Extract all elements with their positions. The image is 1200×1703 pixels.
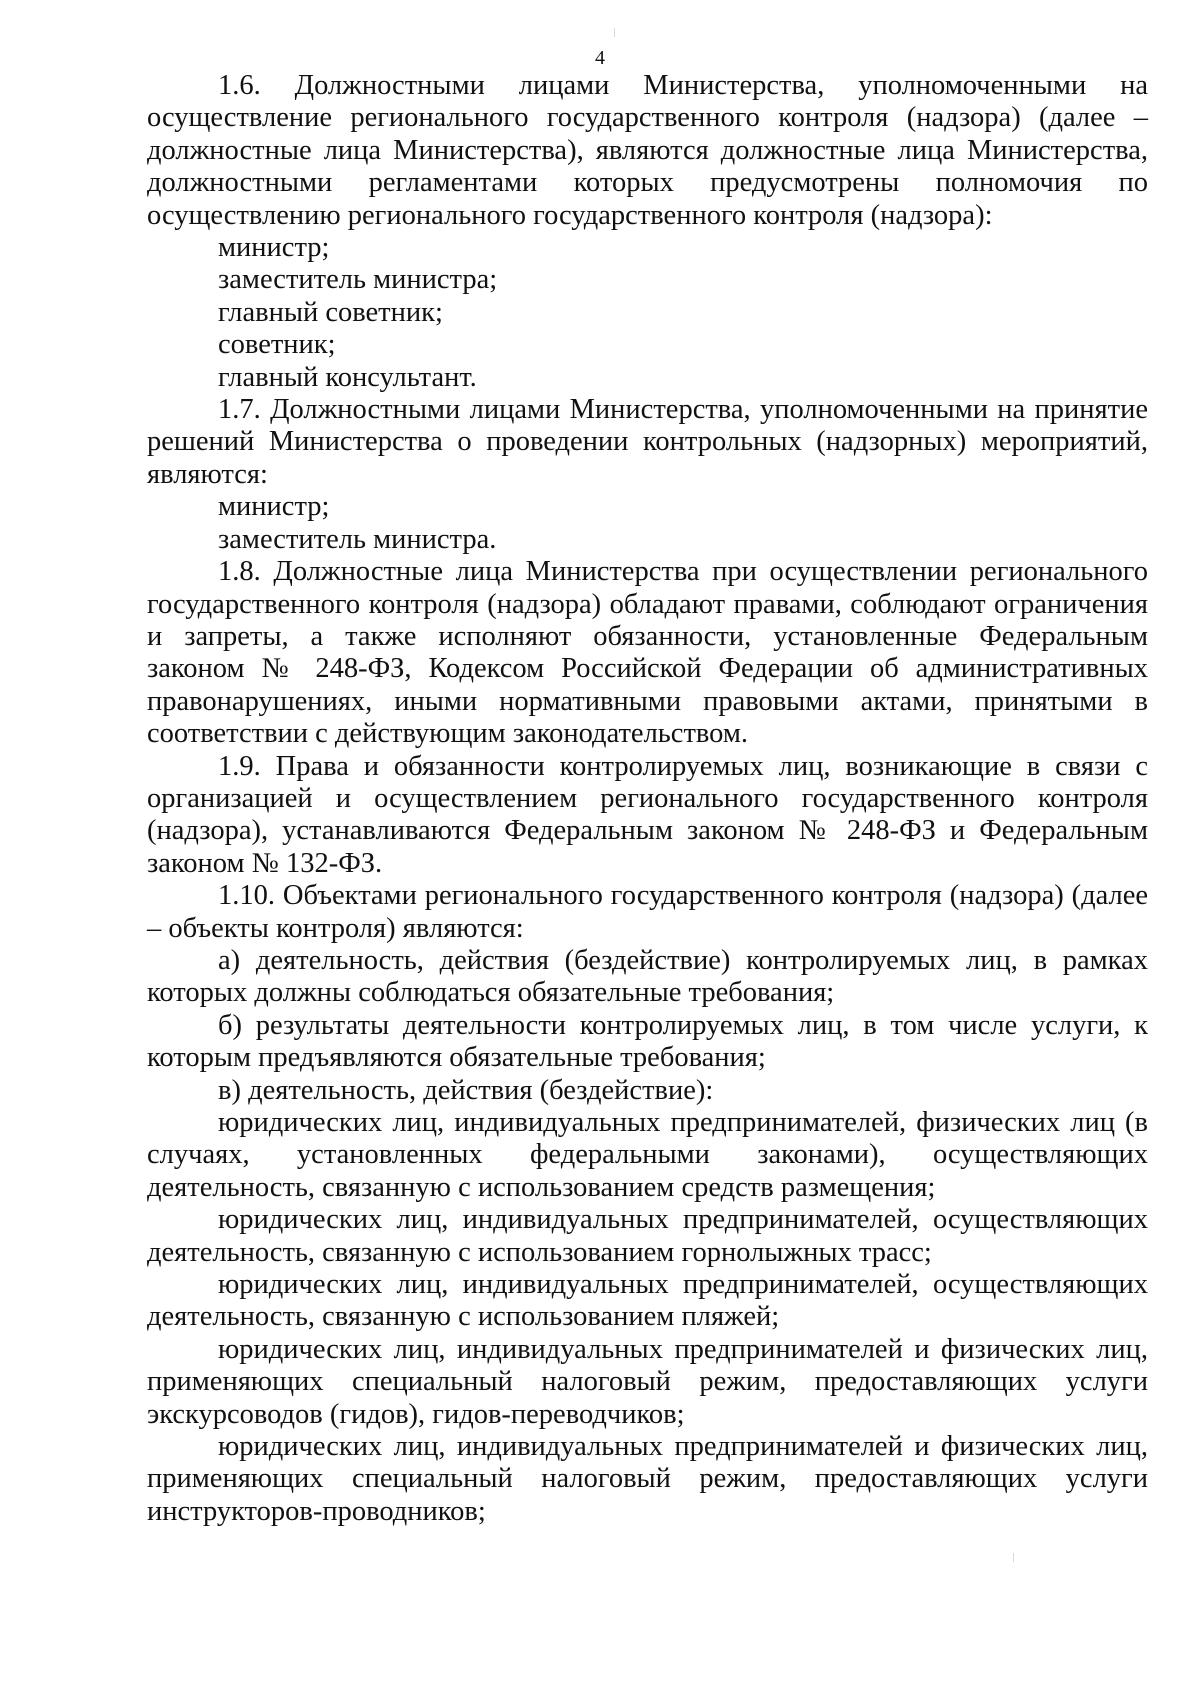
list-item-deputy-minister: заместитель министра; bbox=[218, 264, 498, 296]
list-item-chief-advisor: главный советник; bbox=[218, 296, 443, 328]
scan-artifact-top bbox=[614, 28, 615, 37]
paragraph-1-9: 1.9. Права и обязанности контролируемых лиц, возникающие в связи с организацией и осуществлением регионального государственного контроля (надзора), устанавливаются Федеральным законом № 248-ФЗ и Федеральным законом № 132-ФЗ. bbox=[147, 750, 1148, 879]
document-body bbox=[147, 70, 1148, 1528]
scan-artifact-bottom bbox=[1013, 1553, 1014, 1562]
paragraph-ski-slopes: юридических лиц, индивидуальных предпринимателей, осуществляющих деятельность, связанную с использованием горнолыжных трасс; bbox=[147, 1204, 1148, 1268]
paragraph-1-10: 1.10. Объектами регионального государственного контроля (надзора) (далее – объекты контроля) являются: bbox=[147, 880, 1148, 944]
paragraph-1-6: 1.6. Должностными лицами Министерства, уполномоченными на осуществление регионального государственного контроля (надзора) (далее – должностные лица Министерства), являются должностные лица Министерства, должностными регламентами которых предусмотрены полномочия по осуществлению регионального государственного контроля (надзора): bbox=[147, 70, 1148, 231]
page-number: 4 bbox=[595, 47, 605, 69]
paragraph-1-8: 1.8. Должностные лица Министерства при осуществлении регионального государственного контроля (надзора) обладают правами, соблюдают ограничения и запреты, а также исполняют обязанности, установленные Федеральным законом № 248-ФЗ, Кодексом Российской Федерации об административных правонарушениях, иными нормативными правовыми актами, принятыми в соответствии с действующим законодательством. bbox=[147, 556, 1148, 750]
paragraph-beaches: юридических лиц, индивидуальных предпринимателей, осуществляющих деятельность, связанную с использованием пляжей; bbox=[147, 1269, 1148, 1333]
list-item-advisor: советник; bbox=[218, 329, 336, 361]
list-item-chief-consultant: главный консультант. bbox=[218, 361, 477, 393]
paragraph-item-a: а) деятельность, действия (бездействие) контролируемых лиц, в рамках которых должны соблюдаться обязательные требования; bbox=[147, 944, 1148, 1009]
list-item-minister-2: министр; bbox=[218, 491, 330, 523]
list-item-minister: министр; bbox=[218, 232, 330, 264]
paragraph-item-v: в) деятельность, действия (бездействие): bbox=[218, 1074, 714, 1106]
paragraph-item-b: б) результаты деятельности контролируемых лиц, в том числе услуги, к которым предъявляются обязательные требования; bbox=[147, 1009, 1148, 1074]
paragraph-guides: юридических лиц, индивидуальных предпринимателей и физических лиц, применяющих специальный налоговый режим, предоставляющих услуги экскурсоводов (гидов), гидов-переводчиков; bbox=[147, 1333, 1148, 1430]
paragraph-1-7: 1.7. Должностными лицами Министерства, уполномоченными на принятие решений Министерства о проведении контрольных (надзорных) мероприятий, являются: bbox=[147, 394, 1148, 490]
paragraph-instructors: юридических лиц, индивидуальных предпринимателей и физических лиц, применяющих специальный налоговый режим, предоставляющих услуги инструкторов-проводников; bbox=[147, 1431, 1148, 1527]
list-item-deputy-minister-2: заместитель министра. bbox=[218, 523, 497, 555]
paragraph-accommodation: юридических лиц, индивидуальных предпринимателей, физических лиц (в случаях, установленных федеральными законами), осуществляющих деятельность, связанную с использованием средств размещения; bbox=[147, 1107, 1148, 1203]
